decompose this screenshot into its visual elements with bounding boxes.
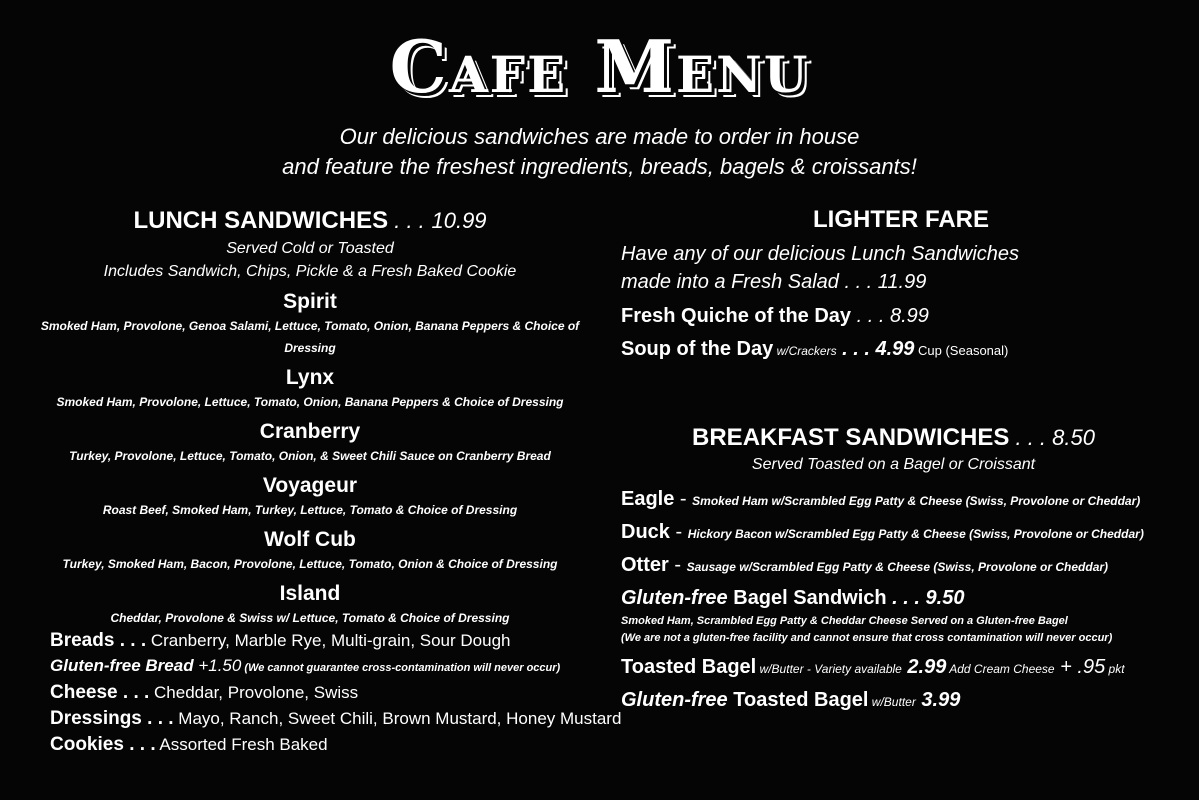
toasted-label: Toasted Bagel <box>621 656 757 678</box>
breakfast-item-eagle <box>621 484 1181 517</box>
item-desc: Sausage w/Scrambled Egg Patty & Cheese (Swiss, Provolone or Cheddar) <box>686 560 1109 574</box>
item-name: Otter <box>621 554 669 576</box>
lunch-price: 10.99 <box>431 208 487 233</box>
cookies-dots: . . . <box>123 734 156 755</box>
item-name: Spirit <box>283 290 337 313</box>
soup-line <box>621 332 1181 368</box>
soup-tail: Cup (Seasonal) <box>914 343 1009 358</box>
toasted-note: w/Butter - Variety available <box>756 662 902 676</box>
breakfast-price: 8.50 <box>1046 425 1095 450</box>
item-desc: Smoked Ham, Provolone, Lettuce, Tomato, Onion, Banana Peppers & Choice of Dressing <box>56 395 564 409</box>
breads-dots: . . . <box>114 630 147 651</box>
item-desc: Hickory Bacon w/Scrambled Egg Patty & Cheese (Swiss, Provolone or Cheddar) <box>687 527 1144 541</box>
item-name: Wolf Cub <box>264 528 356 551</box>
soup-price: . . . 4.99 <box>836 338 915 360</box>
item-name: Island <box>279 582 341 605</box>
breakfast-item-duck <box>621 517 1181 550</box>
breads-line <box>50 628 610 654</box>
lunch-note-2: Includes Sandwich, Chips, Pickle & a Fresh Baked Cookie <box>103 263 517 280</box>
gf-toasted-bagel-line <box>621 685 1181 717</box>
toasted-pkt: pkt <box>1105 662 1125 676</box>
item-desc: Turkey, Provolone, Lettuce, Tomato, Onion, & Sweet Chili Sauce on Cranberry Bread <box>69 449 551 463</box>
tagline-line-2: and feature the freshest ingredients, breads, bagels & croissants! <box>282 154 917 179</box>
gf-name: Bagel Sandwich <box>727 587 887 609</box>
gf-desc-2: (We are not a gluten-free facility and cannot ensure that cross contamination will never occur) <box>621 632 1113 644</box>
lunch-dots: . . . <box>388 208 425 233</box>
breakfast-section <box>621 422 1181 717</box>
item-dash: - <box>668 554 687 576</box>
item-name: Duck <box>621 521 670 543</box>
lighter-fare-section <box>621 204 1181 368</box>
lunch-heading: LUNCH SANDWICHES <box>133 207 389 234</box>
item-desc: Smoked Ham, Provolone, Genoa Salami, Lettuce, Tomato, Onion, Banana Peppers & Choice of Dressing <box>40 319 580 355</box>
lighter-salad-2: made into a Fresh Salad . . . 11.99 <box>621 271 927 293</box>
breads-label: Breads <box>50 630 115 651</box>
soup-label: Soup of the Day <box>621 338 774 360</box>
gf-bread-label: Gluten-free Bread <box>50 656 194 675</box>
cheese-label: Cheese <box>50 682 118 703</box>
quiche-label: Fresh Quiche of the Day <box>621 305 852 327</box>
breakfast-note: Served Toasted on a Bagel or Croissant <box>751 456 1036 473</box>
lunch-item-wolf-cub <box>20 527 600 575</box>
lighter-salad-1: Have any of our delicious Lunch Sandwiches <box>621 243 1020 265</box>
cookies-line <box>50 732 610 758</box>
gf-label: Gluten-free <box>621 587 728 609</box>
lunch-note-1: Served Cold or Toasted <box>226 240 394 257</box>
dressings-label: Dressings <box>50 708 142 729</box>
gf-bread-note: (We cannot guarantee cross-contamination will never occur) <box>241 662 561 674</box>
lunch-item-island <box>20 581 600 629</box>
dressings-line <box>50 706 622 732</box>
cheese-value: Cheddar, Provolone, Swiss <box>149 683 359 702</box>
gft-label: Gluten-free <box>621 689 728 711</box>
cheese-line <box>50 680 610 706</box>
lunch-item-cranberry <box>20 419 600 467</box>
cookies-label: Cookies <box>50 734 124 755</box>
item-dash: - <box>674 488 693 510</box>
tagline-line-1: Our delicious sandwiches are made to order in house <box>339 124 860 149</box>
item-name: Cranberry <box>259 420 361 443</box>
item-name: Voyageur <box>262 474 358 497</box>
page-title: Cafe Menu <box>389 24 810 109</box>
item-desc: Roast Beef, Smoked Ham, Turkey, Lettuce, Tomato & Choice of Dressing <box>102 503 518 517</box>
extras-section <box>50 628 622 758</box>
lunch-item-lynx <box>20 365 600 413</box>
gf-price: . . . 9.50 <box>886 587 965 609</box>
breakfast-item-otter <box>621 550 1181 583</box>
cookies-value: Assorted Fresh Baked <box>155 735 328 754</box>
toasted-add-price: + .95 <box>1054 656 1106 678</box>
soup-note: w/Crackers <box>773 344 837 358</box>
item-dash: - <box>669 521 688 543</box>
lighter-heading: LIGHTER FARE <box>812 206 989 233</box>
item-desc: Smoked Ham w/Scrambled Egg Patty & Cheese (Swiss, Provolone or Cheddar) <box>692 494 1141 508</box>
item-name: Eagle <box>621 488 675 510</box>
gf-bread-price: +1.50 <box>193 656 242 675</box>
dressings-value: Mayo, Ranch, Sweet Chili, Brown Mustard, Honey Mustard <box>173 709 622 728</box>
toasted-bagel-line <box>621 651 1181 685</box>
lunch-section <box>20 205 600 629</box>
item-desc: Turkey, Smoked Ham, Bacon, Provolone, Lettuce, Tomato, Onion & Choice of Dressing <box>62 557 558 571</box>
gf-bagel-sandwich-line <box>621 583 1181 613</box>
item-name: Lynx <box>285 366 335 389</box>
dressings-dots: . . . <box>141 708 174 729</box>
gft-note: w/Butter <box>868 695 916 709</box>
lunch-item-voyageur <box>20 473 600 521</box>
toasted-add: Add Cream Cheese <box>946 662 1055 676</box>
breads-value: Cranberry, Marble Rye, Multi-grain, Sour Dough <box>146 631 511 650</box>
item-desc: Cheddar, Provolone & Swiss w/ Lettuce, Tomato & Choice of Dressing <box>110 611 510 625</box>
cheese-dots: . . . <box>117 682 150 703</box>
quiche-price: . . . 8.99 <box>851 305 929 327</box>
gf-bread-line <box>50 654 610 680</box>
toasted-price: 2.99 <box>901 656 947 678</box>
breakfast-dots: . . . <box>1009 425 1047 450</box>
gft-price: 3.99 <box>915 689 961 711</box>
quiche-line <box>621 300 1181 332</box>
gft-name: Toasted Bagel <box>727 689 869 711</box>
lunch-item-spirit <box>20 289 600 359</box>
gf-desc-1: Smoked Ham, Scrambled Egg Patty & Cheddar Cheese Served on a Gluten-free Bagel <box>621 615 1068 627</box>
breakfast-heading: BREAKFAST SANDWICHES <box>692 424 1010 451</box>
